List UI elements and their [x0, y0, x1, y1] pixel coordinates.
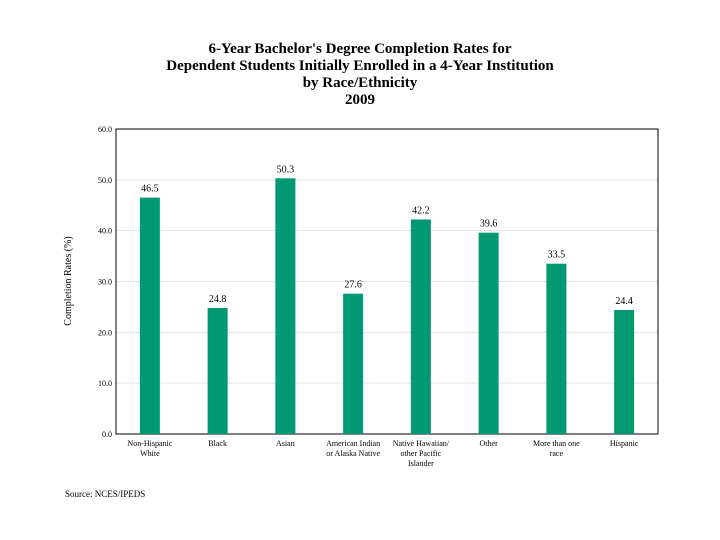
y-tick-label: 30.0 — [98, 277, 112, 287]
bar — [343, 294, 363, 434]
y-tick-label: 10.0 — [98, 379, 112, 389]
bar — [546, 264, 566, 434]
y-axis-ticks — [98, 125, 112, 439]
y-tick-label: 0.0 — [102, 430, 112, 439]
x-tick-label: American Indian — [326, 439, 381, 448]
x-tick-label: race — [549, 449, 564, 458]
data-label: 39.6 — [479, 218, 498, 230]
y-tick-label: 40.0 — [98, 226, 112, 236]
data-label: 50.3 — [276, 164, 295, 176]
x-tick-label: other Pacific — [400, 449, 442, 458]
x-tick-label: Islander — [407, 459, 434, 468]
bar — [479, 233, 499, 434]
bar — [275, 178, 295, 434]
x-tick-label: More than one — [533, 439, 580, 448]
chart-title-line-3: by Race/Ethnicity — [302, 75, 418, 91]
x-tick-label: Black — [208, 439, 227, 448]
x-tick-label: Other — [479, 439, 498, 448]
data-label: 24.4 — [615, 295, 633, 307]
data-label: 33.5 — [547, 249, 566, 261]
x-tick-label: Asian — [276, 439, 295, 448]
y-tick-label: 20.0 — [98, 328, 112, 338]
data-label: 42.2 — [412, 205, 430, 217]
bar — [208, 308, 228, 434]
source-note: Source: NCES/IPEDS — [65, 489, 146, 499]
chart-title-line-2: Dependent Students Initially Enrolled in a 4-Year Institution — [166, 58, 554, 74]
data-label: 27.6 — [344, 279, 362, 291]
data-label: 46.5 — [141, 183, 159, 195]
y-tick-label: 60.0 — [98, 125, 112, 134]
bar — [140, 198, 160, 434]
x-tick-label: Native Hawaiian/ — [392, 439, 449, 448]
x-axis-category-labels — [127, 439, 638, 468]
chart-title-line-1: 6-Year Bachelor's Degree Completion Rates for — [208, 41, 512, 57]
data-label: 24.8 — [208, 293, 227, 305]
bar — [411, 219, 431, 434]
y-axis-label: Completion Rates (%) — [63, 236, 74, 326]
chart-title-line-4: 2009 — [345, 92, 375, 108]
bar-series — [140, 178, 634, 434]
bar — [614, 310, 634, 434]
gridlines — [116, 180, 658, 383]
x-tick-label: White — [140, 449, 160, 458]
x-tick-label: Non-Hispanic — [127, 439, 173, 448]
x-tick-label: or Alaska Native — [326, 449, 381, 458]
y-tick-label: 50.0 — [98, 175, 112, 185]
x-tick-label: Hispanic — [609, 439, 639, 448]
